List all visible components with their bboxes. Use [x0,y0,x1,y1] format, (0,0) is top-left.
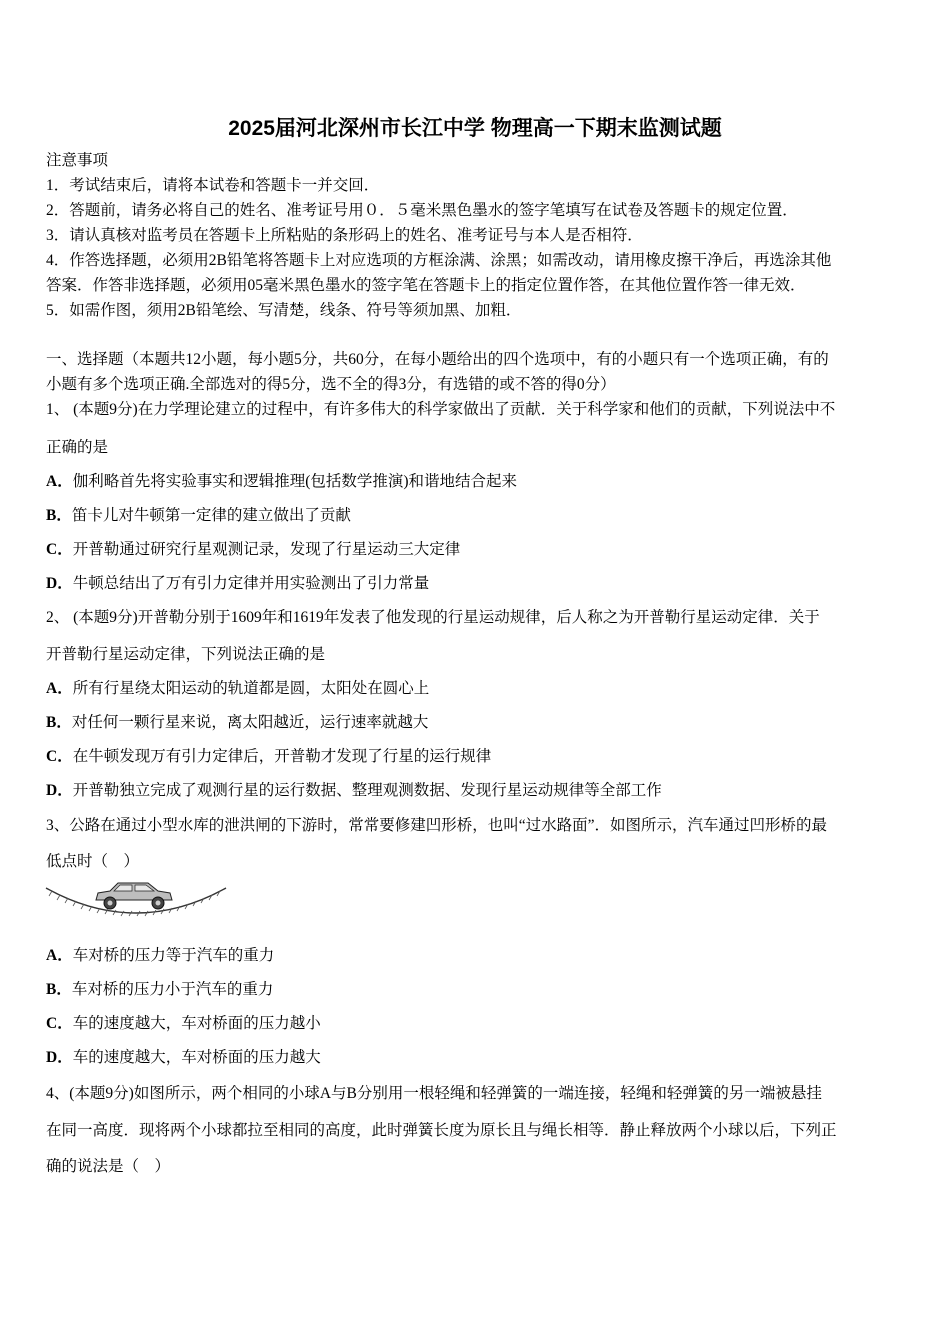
option-letter: D． [46,1049,73,1066]
option-letter: C． [46,1015,73,1032]
q2-option-a [46,679,916,699]
notice-item-4-cont: 答案．作答非选择题，必须用05毫米黑色墨水的签字笔在答题卡上的指定位置作答，在其他位置作答一律无效． [46,277,806,294]
q1-option-d [46,574,916,594]
option-letter: D． [46,575,73,592]
notice-item-2: 2．答题前，请务必将自己的姓名、准考证号用０．５毫米黑色墨水的签字笔填写在试卷及答题卡的规定位置． [46,202,798,219]
q2-stem-line-1: 2、 (本题9分)开普勒分别于1609年和1619年发表了他发现的行星运动规律，后人称之为开普勒行星运动定律．关于 [46,609,820,626]
notice-item-5: 5．如需作图，须用2B铅笔绘、写清楚，线条、符号等须加黑、加粗． [46,302,522,319]
option-letter: A． [46,680,73,697]
section-heading-line-2: 小题有多个选项正确.全部选对的得5分，选不全的得3分，有选错的或不答的得0分） [46,376,616,393]
option-text: 所有行星绕太阳运动的轨道都是圆，太阳处在圆心上 [72,680,430,697]
q1-option-c [46,540,916,560]
q2-option-b [46,713,916,733]
q3-option-b [46,980,916,1000]
q4-stem-line-2: 在同一高度．现将两个小球都拉至相同的高度，此时弹簧长度为原长且与绳长相等．静止释放两个小球以后，下列正 [46,1122,837,1139]
q1-stem-line-1: 1、 (本题9分)在力学理论建立的过程中，有许多伟大的科学家做出了贡献．关于科学家和他们的贡献，下列说法中不 [46,401,836,418]
page-title: 2025届河北深州市长江中学 物理高一下期末监测试题 [228,117,722,140]
option-letter: D． [46,782,73,799]
option-letter: C． [46,541,73,558]
q4-stem-line-1: 4、(本题9分)如图所示，两个相同的小球A与B分别用一根轻绳和轻弹簧的一端连接，轻绳和轻弹簧的另一端被悬挂 [46,1085,822,1102]
option-letter: A． [46,473,73,490]
option-text: 牛顿总结出了万有引力定律并用实验测出了引力常量 [72,575,430,592]
q2-option-d [46,781,916,801]
notice-item-3: 3．请认真核对监考员在答题卡上所粘贴的条形码上的姓名、准考证号与本人是否相符． [46,227,643,244]
q3-option-c [46,1014,916,1034]
section-heading-line-1: 一、选择题（本题共12小题，每小题5分，共60分，在每小题给出的四个选项中，有的小题只有一个选项正确，有的 [46,351,829,368]
option-text: 车对桥的压力小于汽车的重力 [71,981,274,998]
q1-stem-line-2: 正确的是 [46,439,109,456]
option-letter: A． [46,947,73,964]
q3-stem-line-2: 低点时（ ） [46,853,140,870]
option-text: 开普勒独立完成了观测行星的运行数据、整理观测数据、发现行星运动规律等全部工作 [72,782,662,799]
notice-heading: 注意事项 [46,152,109,169]
concave-bridge-car-figure [44,876,228,920]
q2-option-c [46,747,916,767]
notice-item-4: 4．作答选择题，必须用2B铅笔将答题卡上对应选项的方框涂满、涂黑；如需改动，请用橡皮擦干净后，再选涂其他 [46,252,832,269]
option-text: 开普勒通过研究行星观测记录，发现了行星运动三大定律 [72,541,461,558]
option-text: 伽利略首先将实验事实和逻辑推理(包括数学推演)和谐地结合起来 [72,473,518,490]
q3-stem-line-1: 3、公路在通过小型水库的泄洪闸的下游时，常常要修建凹形桥，也叫“过水路面”．如图所示，汽车通过凹形桥的最 [46,817,828,834]
option-text: 车对桥的压力等于汽车的重力 [72,947,275,964]
q1-option-a [46,472,916,492]
option-text: 在牛顿发现万有引力定律后，开普勒才发现了行星的运行规律 [72,748,492,765]
option-text: 车的速度越大，车对桥面的压力越小 [72,1015,321,1032]
q2-stem-line-2: 开普勒行星运动定律，下列说法正确的是 [46,646,326,663]
option-letter: B． [46,714,72,731]
option-letter: B． [46,507,72,524]
option-letter: C． [46,748,73,765]
notice-item-1: 1．考试结束后，请将本试卷和答题卡一并交回． [46,177,380,194]
option-letter: B． [46,981,72,998]
option-text: 车的速度越大，车对桥面的压力越大 [72,1049,321,1066]
q1-option-b [46,506,916,526]
q3-option-d [46,1048,916,1068]
q3-option-a [46,946,916,966]
q4-stem-line-3: 确的说法是（ ） [46,1158,171,1175]
option-text: 对任何一颗行星来说，离太阳越近，运行速率就越大 [71,714,429,731]
option-text: 笛卡儿对牛顿第一定律的建立做出了贡献 [71,507,351,524]
